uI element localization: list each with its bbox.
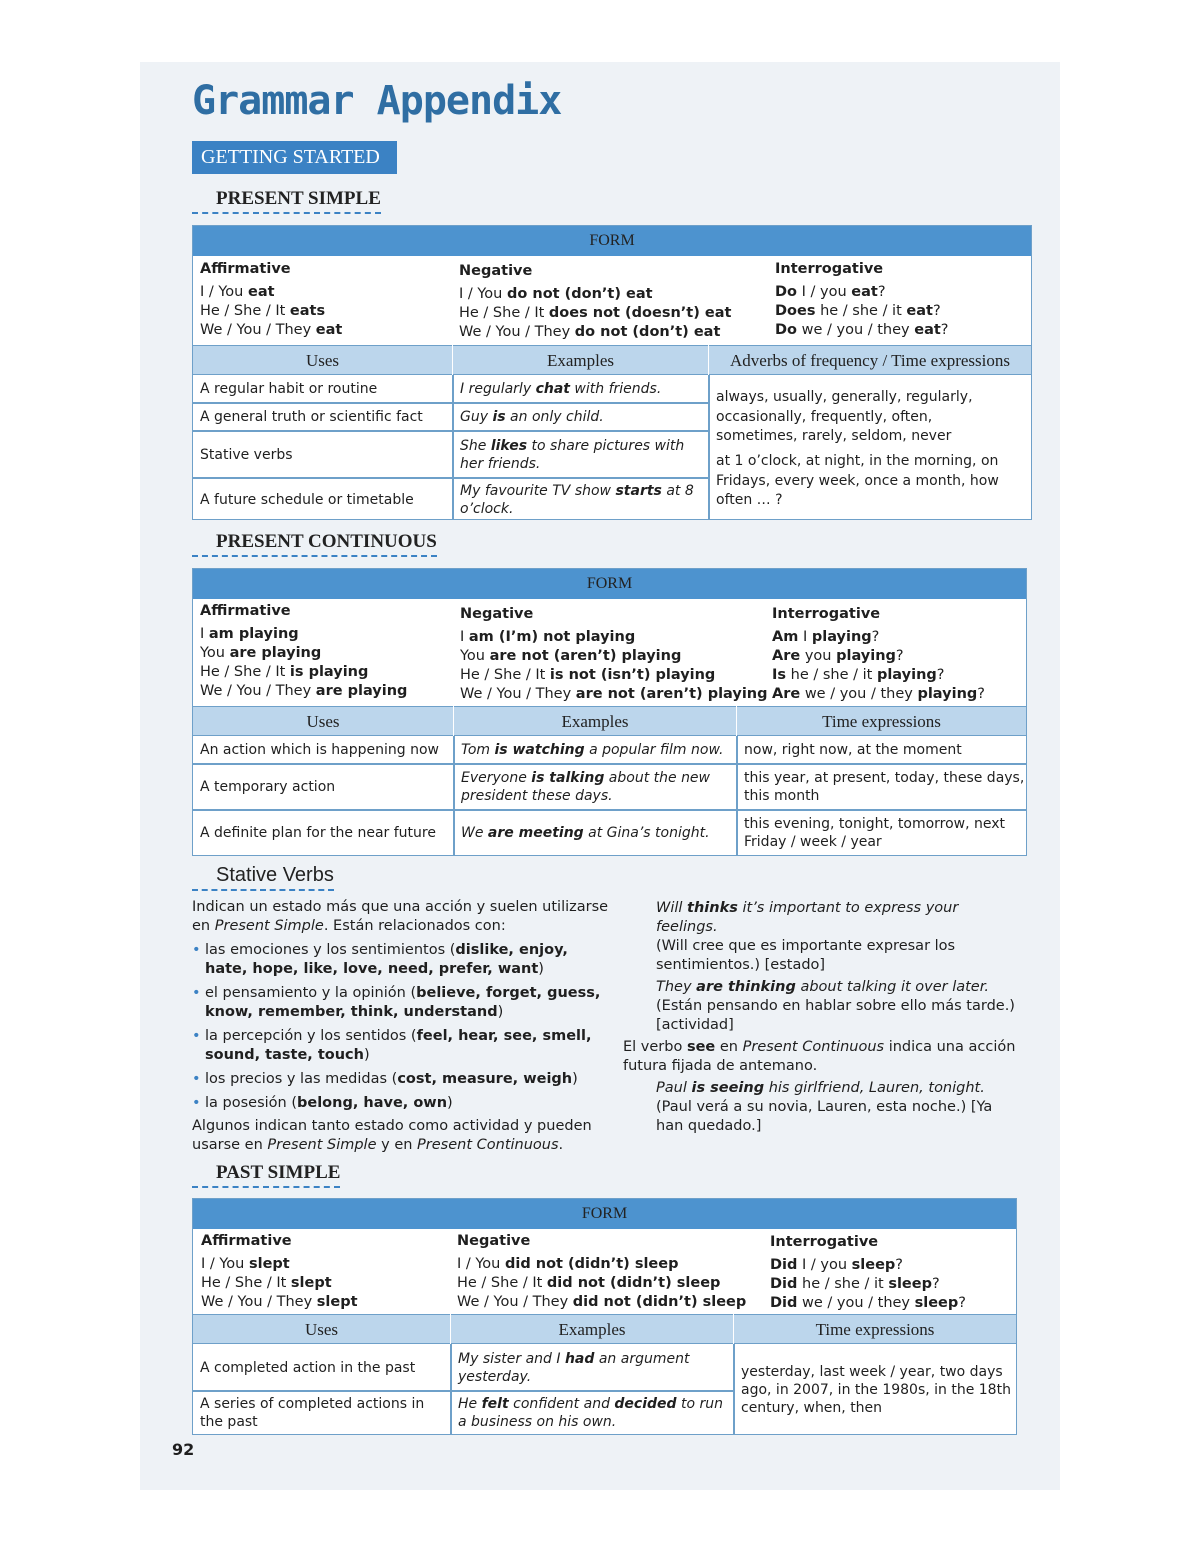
interrogative-column: Interrogative Am I playing? Are you playing? Is he / she / it playing? Are we / you / they playing? [772,606,985,702]
example-row: My sister and I had an argument yesterday. [458,1350,690,1385]
affirmative-heading: Affirmative [200,603,291,619]
use-row: An action which is happening now [200,742,440,758]
stative-left-column: Indican un estado más que una acción y suelen utilizarse en Present Simple. Están relacionados con: • las emociones y los sentimientos (dislike, enjoy, hate, hope, like, love, need, prefer, want) • el pensamiento y la opinión (believe, forget, guess, know, remember, think, understand) • la percepción y los sentidos (feel, hear, see, smell, sound, taste, touch) • los precios y las medidas (cost, measure, weigh) • la posesión (belong, have, own) Algunos indican tanto estado como actividad y pueden usarse en Present Simple y en Present Continuous. [192,898,612,1155]
use-row: A definite plan for the near future [200,825,436,841]
example-row: I regularly chat with friends. [460,381,662,397]
example-row: We are meeting at Gina’s tonight. [461,825,710,841]
time-expressions-header: Time expressions [734,1314,1016,1344]
present-simple-table [192,225,1032,520]
use-row: A general truth or scientific fact [200,409,423,425]
interrogative-heading: Interrogative [770,1234,879,1250]
examples-header: Examples [454,706,736,736]
examples-header: Examples [453,345,708,375]
present-continuous-table [192,568,1027,856]
stative-right-column: Will thinks it’s important to express your feelings. (Will cree que es importante expresar los sentimientos.) [estado] They are thinking about talking it over later. (Están pensando en hablar sobre ello más tarde.) [actividad] El verbo see en Present Continuous indica una acción futura fijada de antemano. Paul is seeing his girlfriend, Lauren, tonight. (Paul verá a su novia, Lauren, esta noche.) [Ya han quedado.] [623,899,1023,1136]
negative-column: Negative I / You did not (didn’t) sleep He / She / It did not (didn’t) sleep We / You / They did not (didn’t) sleep [457,1233,747,1310]
use-row: A series of completed actions in the past [200,1396,425,1430]
uses-header: Uses [193,345,452,375]
past-simple-table [192,1198,1017,1435]
section-banner: GETTING STARTED [192,141,397,174]
negative-column: Negative I / You do not (don’t) eat He / She / It does not (doesn’t) eat We / You / They do not (don’t) eat [459,263,732,340]
page-number: 92 [172,1440,195,1459]
example-row: Guy is an only child. [460,409,604,425]
form-header: FORM [193,569,1026,599]
uses-header: Uses [193,1314,450,1344]
adverbs-header: Adverbs of frequency / Time expressions [709,345,1031,375]
examples-header: Examples [451,1314,733,1344]
present-continuous-heading: PRESENT CONTINUOUS [192,531,437,557]
translation-1: (Will cree que es importante expresar los sentimientos.) [estado] [656,938,956,973]
time-row: this year, at present, today, these days, this month [744,770,1025,804]
interrogative-heading: Interrogative [775,261,884,277]
form-header: FORM [193,1199,1016,1229]
affirmative-column: Affirmative I / You slept He / She / It slept We / You / They slept [201,1233,358,1310]
affirmative-column: Affirmative I am playing You are playing He / She / It is playing We / You / They are playing [200,603,408,699]
affirmative-column: Affirmative I / You eat He / She / It eats We / You / They eat [200,261,343,338]
past-simple-heading: PAST SIMPLE [192,1162,340,1188]
time-row: this evening, tonight, tomorrow, next Friday / week / year [744,816,1006,850]
page-title: Grammar Appendix [192,78,562,124]
use-row: Stative verbs [200,446,293,463]
use-row: A temporary action [200,779,336,795]
affirmative-heading: Affirmative [201,1233,292,1249]
example-row: My favourite TV show starts at 8 o’clock. [460,482,694,517]
time-expressions-header: Time expressions [737,706,1026,736]
use-row: A completed action in the past [200,1359,416,1376]
translation-2: (Están pensando en hablar sobre ello más tarde.) [actividad] [656,998,1015,1033]
interrogative-column: Interrogative Did I / you sleep? Did he / she / it sleep? Did we / you / they sleep? [770,1234,966,1311]
negative-column: Negative I am (I’m) not playing You are not (aren’t) playing He / She / It is not (isn’t) playing We / You / They are not (aren’t) playing [460,606,768,702]
example-row: He felt confident and decided to run a business on his own. [458,1396,724,1430]
negative-heading: Negative [457,1233,531,1249]
use-row: A future schedule or timetable [200,491,414,508]
adverbs-frequency: always, usually, generally, regularly, occasionally, frequently, often, sometimes, rarely, seldom, never [716,389,973,444]
uses-header: Uses [193,706,453,736]
interrogative-heading: Interrogative [772,606,881,622]
affirmative-heading: Affirmative [200,261,291,277]
time-expressions: at 1 o’clock, at night, in the morning, on Fridays, every week, once a month, how often … ? [716,453,999,508]
present-simple-heading: PRESENT SIMPLE [192,188,381,214]
negative-heading: Negative [459,263,533,279]
translation-3: (Paul verá a su novia, Lauren, esta noche.) [Ya han quedado.] [656,1099,993,1134]
stative-verbs-heading: Stative Verbs [192,864,334,891]
example-row: She likes to share pictures with her friends. [460,437,685,472]
use-row: A regular habit or routine [200,381,378,397]
negative-heading: Negative [460,606,534,622]
interrogative-column: Interrogative Do I / you eat? Does he / she / it eat? Do we / you / they eat? [775,261,949,338]
time-row: yesterday, last week / year, two days ago, in 2007, in the 1980s, in the 18th century, when, then [741,1363,1011,1416]
example-row: Everyone is talking about the new president these days. [461,770,710,804]
time-row: now, right now, at the moment [744,742,962,758]
example-row: Tom is watching a popular film now. [461,742,724,758]
form-header: FORM [193,226,1031,256]
